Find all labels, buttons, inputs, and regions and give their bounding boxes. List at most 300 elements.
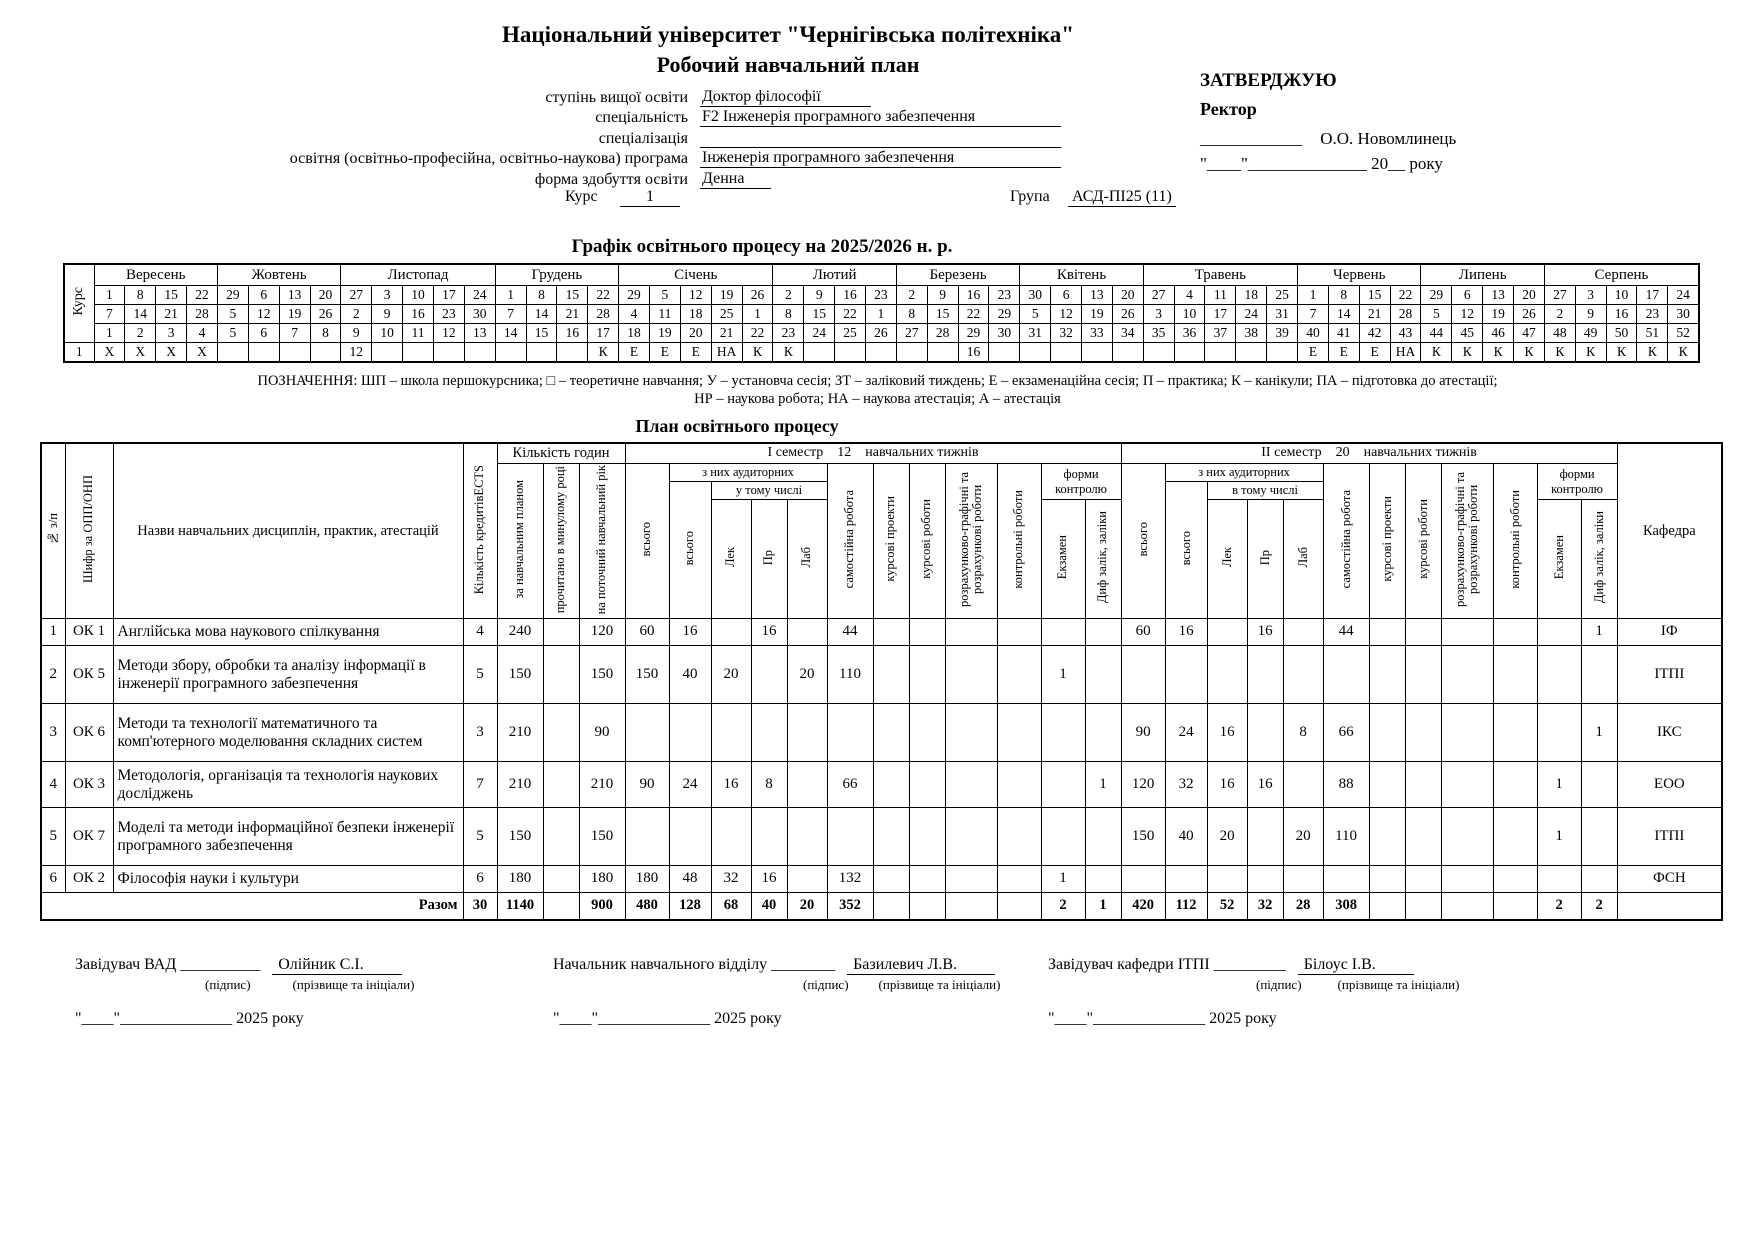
course-week-activity: К bbox=[1514, 343, 1545, 363]
sem1-selfwork-header-label: самостійна робота bbox=[842, 490, 857, 589]
approval-block bbox=[1200, 70, 1700, 174]
sem2-value bbox=[1283, 762, 1323, 808]
sem2-value bbox=[1581, 646, 1617, 704]
week-end-date: 7 bbox=[495, 305, 526, 324]
sem1-value bbox=[669, 704, 711, 762]
course-week-activity bbox=[1051, 343, 1082, 363]
sem2-value: 20 bbox=[1207, 808, 1247, 866]
week-start-date: 19 bbox=[711, 286, 742, 305]
signer-name: Білоус І.В. bbox=[1298, 956, 1414, 975]
sem2-value bbox=[1283, 866, 1323, 893]
signer-name: Олійник С.І. bbox=[272, 956, 401, 975]
approval-date-line: "____"______________ 20__ року bbox=[1200, 154, 1443, 173]
week-start-date: 23 bbox=[989, 286, 1020, 305]
week-number: 25 bbox=[835, 324, 866, 343]
week-number: 18 bbox=[619, 324, 650, 343]
week-number: 9 bbox=[341, 324, 372, 343]
field-label: спеціалізація bbox=[598, 129, 688, 147]
sem2-value bbox=[1369, 866, 1405, 893]
calendar-month: Лютий bbox=[773, 264, 896, 286]
week-end-date: 16 bbox=[403, 305, 434, 324]
course-value: 1 bbox=[620, 188, 680, 207]
course-week-activity: Е bbox=[1359, 343, 1390, 363]
sem2-value: 16 bbox=[1247, 619, 1283, 646]
week-end-date: 23 bbox=[433, 305, 464, 324]
course-week-activity bbox=[217, 343, 248, 363]
week-end-date: 11 bbox=[649, 305, 680, 324]
sem2-value bbox=[1323, 866, 1369, 893]
sem1-value bbox=[1085, 704, 1121, 762]
sem1-selfwork-header bbox=[827, 464, 873, 619]
sem1-value bbox=[945, 808, 997, 866]
total-hours-previous bbox=[543, 893, 579, 920]
sem2-value bbox=[1493, 866, 1537, 893]
week-end-date: 12 bbox=[248, 305, 279, 324]
course-week-activity: К bbox=[1452, 343, 1483, 363]
calendar-month: Серпень bbox=[1544, 264, 1699, 286]
sem1-value bbox=[1041, 808, 1085, 866]
approval-title: ЗАТВЕРДЖУЮ bbox=[1200, 70, 1337, 91]
course-week-activity bbox=[1112, 343, 1143, 363]
week-start-date: 22 bbox=[1390, 286, 1421, 305]
sem2-value bbox=[1207, 646, 1247, 704]
course-week-activity: Е bbox=[649, 343, 680, 363]
field-value: Денна bbox=[700, 170, 771, 189]
sem2-value bbox=[1441, 619, 1493, 646]
col-header-number bbox=[41, 443, 65, 619]
university-name: Національний університет "Чернігівська політехніка" bbox=[501, 22, 1075, 47]
sem1-value bbox=[711, 704, 751, 762]
course-week-activity bbox=[310, 343, 341, 363]
sem1-value bbox=[873, 762, 909, 808]
sem2-control-forms-header: форми контролю bbox=[1537, 464, 1617, 500]
credits-value: 3 bbox=[463, 704, 497, 762]
sem2-value bbox=[1493, 808, 1537, 866]
hours-subheader-1-label: прочитано в минулому році bbox=[553, 465, 568, 613]
sem1-value: 60 bbox=[625, 619, 669, 646]
sem2-control-works-header bbox=[1493, 464, 1537, 619]
signature-caption: (підпис) bbox=[803, 977, 849, 992]
calendar-month: Липень bbox=[1421, 264, 1544, 286]
sem1-total-header bbox=[625, 464, 669, 619]
course-week-activity bbox=[403, 343, 434, 363]
sem2-value bbox=[1441, 808, 1493, 866]
week-start-date: 22 bbox=[588, 286, 619, 305]
course-week-activity bbox=[248, 343, 279, 363]
sem2-value: 150 bbox=[1121, 808, 1165, 866]
week-end-date: 4 bbox=[619, 305, 650, 324]
sem2-practical-header-label: Пр bbox=[1257, 549, 1272, 565]
total-sem2-value bbox=[1493, 893, 1537, 920]
week-end-date: 9 bbox=[1575, 305, 1606, 324]
plan-row bbox=[41, 619, 1722, 646]
sem1-value: 1 bbox=[1041, 866, 1085, 893]
sem1-value: 24 bbox=[669, 762, 711, 808]
week-start-date: 15 bbox=[557, 286, 588, 305]
week-start-date: 22 bbox=[187, 286, 218, 305]
hours-subheader-0-label: за навчальним планом bbox=[512, 479, 527, 599]
hours-previous-year bbox=[543, 762, 579, 808]
document-title: Робочий навчальний план bbox=[656, 52, 920, 77]
sem1-value bbox=[669, 808, 711, 866]
week-end-date: 5 bbox=[217, 305, 248, 324]
credits-value: 5 bbox=[463, 808, 497, 866]
total-sem2-value: 32 bbox=[1247, 893, 1283, 920]
sem1-value bbox=[1085, 646, 1121, 704]
week-number: 40 bbox=[1298, 324, 1329, 343]
header-fields bbox=[0, 86, 1061, 189]
week-start-date: 10 bbox=[1606, 286, 1637, 305]
course-number-cell: 1 bbox=[64, 343, 94, 363]
sem2-value bbox=[1441, 704, 1493, 762]
sem1-value: 16 bbox=[669, 619, 711, 646]
total-hours-current: 900 bbox=[579, 893, 625, 920]
week-start-date: 15 bbox=[1359, 286, 1390, 305]
sem2-value: 16 bbox=[1207, 704, 1247, 762]
row-number: 1 bbox=[41, 619, 65, 646]
week-number: 19 bbox=[649, 324, 680, 343]
hours-current-year: 90 bbox=[579, 704, 625, 762]
week-start-date: 27 bbox=[1143, 286, 1174, 305]
week-end-date: 19 bbox=[1483, 305, 1514, 324]
sem1-value: 48 bbox=[669, 866, 711, 893]
hours-subheader-1 bbox=[543, 464, 579, 619]
field-value bbox=[700, 129, 1061, 148]
calendar-month: Березень bbox=[896, 264, 1019, 286]
week-number: 31 bbox=[1020, 324, 1051, 343]
field-value: F2 Інженерія програмного забезпечення bbox=[700, 108, 1061, 127]
week-end-date: 22 bbox=[835, 305, 866, 324]
week-end-date: 30 bbox=[464, 305, 495, 324]
discipline-code: ОК 1 bbox=[65, 619, 113, 646]
week-start-date: 6 bbox=[1452, 286, 1483, 305]
week-number: 41 bbox=[1328, 324, 1359, 343]
signature-date: "____"______________ 2025 року bbox=[75, 1010, 304, 1027]
sem1-value bbox=[909, 866, 945, 893]
total-sem1-value: 2 bbox=[1041, 893, 1085, 920]
sem1-value bbox=[711, 619, 751, 646]
week-start-date: 15 bbox=[156, 286, 187, 305]
week-number: 29 bbox=[958, 324, 989, 343]
course-week-activity bbox=[804, 343, 835, 363]
calendar-course-axis-label: Курс bbox=[70, 287, 86, 316]
group-label: Група bbox=[1010, 188, 1050, 205]
sem1-value bbox=[1041, 762, 1085, 808]
sem1-practical-header-label: Пр bbox=[761, 549, 776, 565]
week-start-date: 9 bbox=[927, 286, 958, 305]
sem1-including-header: у тому числі bbox=[711, 482, 827, 500]
hours-subheader-0 bbox=[497, 464, 543, 619]
sem1-value bbox=[997, 762, 1041, 808]
plan-row bbox=[41, 762, 1722, 808]
sem2-value bbox=[1405, 619, 1441, 646]
week-number: 20 bbox=[680, 324, 711, 343]
calendar-month: Жовтень bbox=[217, 264, 340, 286]
signature-blank: ________ bbox=[771, 956, 836, 973]
sem1-value: 150 bbox=[625, 646, 669, 704]
sem1-lectures-header bbox=[711, 500, 751, 619]
sem1-value bbox=[945, 704, 997, 762]
week-number: 52 bbox=[1668, 324, 1699, 343]
week-start-date: 17 bbox=[1637, 286, 1668, 305]
sem2-value bbox=[1441, 866, 1493, 893]
total-sem2-value: 52 bbox=[1207, 893, 1247, 920]
field-degree bbox=[0, 86, 1061, 107]
week-number: 33 bbox=[1082, 324, 1113, 343]
week-end-date: 14 bbox=[526, 305, 557, 324]
week-number: 12 bbox=[433, 324, 464, 343]
total-sem1-value bbox=[909, 893, 945, 920]
approver-position: Ректор bbox=[1200, 99, 1257, 119]
sem2-value bbox=[1405, 866, 1441, 893]
sem2-course-works-header bbox=[1405, 464, 1441, 619]
field-specialization bbox=[0, 127, 1061, 148]
week-end-date: 29 bbox=[989, 305, 1020, 324]
sem2-calc-graphic-header-label: розрахунково-графічні та розрахункові роботи bbox=[1452, 471, 1481, 607]
calendar-month: Вересень bbox=[94, 264, 217, 286]
week-start-date: 4 bbox=[1174, 286, 1205, 305]
course-week-activity: К bbox=[1544, 343, 1575, 363]
calendar-month: Листопад bbox=[341, 264, 495, 286]
course-week-activity bbox=[279, 343, 310, 363]
plan-row bbox=[41, 808, 1722, 866]
week-end-date: 8 bbox=[896, 305, 927, 324]
sem2-value bbox=[1369, 762, 1405, 808]
sem2-value: 1 bbox=[1581, 619, 1617, 646]
sem1-value: 1 bbox=[1041, 646, 1085, 704]
sem2-value bbox=[1537, 704, 1581, 762]
sem1-value: 20 bbox=[711, 646, 751, 704]
sem1-value bbox=[1041, 704, 1085, 762]
sem2-value bbox=[1369, 619, 1405, 646]
hours-current-year: 150 bbox=[579, 808, 625, 866]
sem2-lectures-header bbox=[1207, 500, 1247, 619]
total-sem1-value: 480 bbox=[625, 893, 669, 920]
col-header-code bbox=[65, 443, 113, 619]
col-header-credits bbox=[463, 443, 497, 619]
week-end-date: 21 bbox=[1359, 305, 1390, 324]
week-end-date: 21 bbox=[557, 305, 588, 324]
course-week-activity: НА bbox=[711, 343, 742, 363]
week-start-date: 8 bbox=[1328, 286, 1359, 305]
course-week-activity bbox=[989, 343, 1020, 363]
sem2-value bbox=[1283, 646, 1323, 704]
sem2-course-projects-header-label: курсові проекти bbox=[1379, 496, 1394, 583]
week-end-date: 1 bbox=[742, 305, 773, 324]
course-week-activity: К bbox=[1637, 343, 1668, 363]
week-start-date: 29 bbox=[217, 286, 248, 305]
name-caption: (прізвище та ініціали) bbox=[1337, 977, 1460, 992]
calendar-table bbox=[63, 263, 1700, 363]
sem1-value: 1 bbox=[1085, 762, 1121, 808]
signature-blank: __________ bbox=[180, 956, 261, 973]
week-end-date: 26 bbox=[1514, 305, 1545, 324]
sem1-value bbox=[1085, 866, 1121, 893]
week-start-date: 16 bbox=[835, 286, 866, 305]
sem1-lectures-header-label: Лек bbox=[723, 547, 738, 568]
totals-row bbox=[41, 893, 1722, 920]
sem1-value bbox=[945, 762, 997, 808]
course-week-activity bbox=[526, 343, 557, 363]
week-number: 4 bbox=[187, 324, 218, 343]
week-number: 26 bbox=[865, 324, 896, 343]
sem1-value bbox=[873, 866, 909, 893]
week-start-date: 6 bbox=[1051, 286, 1082, 305]
sem1-value bbox=[625, 704, 669, 762]
field-label: освітня (освітньо-професійна, освітньо-наукова) програма bbox=[289, 150, 688, 167]
week-start-date: 1 bbox=[1298, 286, 1329, 305]
week-end-date: 7 bbox=[1298, 305, 1329, 324]
sem1-value: 40 bbox=[669, 646, 711, 704]
week-start-date: 29 bbox=[1421, 286, 1452, 305]
week-number: 45 bbox=[1452, 324, 1483, 343]
week-start-date: 6 bbox=[248, 286, 279, 305]
week-start-date: 20 bbox=[1112, 286, 1143, 305]
hours-by-plan: 240 bbox=[497, 619, 543, 646]
sem1-credit-header bbox=[1085, 500, 1121, 619]
course-week-activity: Х bbox=[187, 343, 218, 363]
sem2-value: 16 bbox=[1207, 762, 1247, 808]
week-start-date: 27 bbox=[1544, 286, 1575, 305]
sem2-value bbox=[1441, 762, 1493, 808]
week-number: 24 bbox=[804, 324, 835, 343]
course-week-activity bbox=[896, 343, 927, 363]
sem2-selfwork-header-label: самостійна робота bbox=[1338, 490, 1353, 589]
sem2-value bbox=[1165, 646, 1207, 704]
sem2-value: 32 bbox=[1165, 762, 1207, 808]
sem1-value bbox=[909, 808, 945, 866]
total-sem2-value bbox=[1405, 893, 1441, 920]
sem2-value: 60 bbox=[1121, 619, 1165, 646]
total-sem1-value: 1 bbox=[1085, 893, 1121, 920]
course-week-activity bbox=[1174, 343, 1205, 363]
sem1-value bbox=[751, 704, 787, 762]
course-week-activity: К bbox=[588, 343, 619, 363]
course-week-activity: К bbox=[1483, 343, 1514, 363]
week-number: 46 bbox=[1483, 324, 1514, 343]
col-header-credits-label: Кількість кредитівECTS bbox=[472, 464, 487, 594]
sem2-value: 90 bbox=[1121, 704, 1165, 762]
week-start-date: 2 bbox=[773, 286, 804, 305]
week-end-date: 10 bbox=[1174, 305, 1205, 324]
signature-blank: _________ bbox=[1213, 956, 1286, 973]
total-hours-plan: 1140 bbox=[497, 893, 543, 920]
week-end-date: 9 bbox=[372, 305, 403, 324]
week-start-date: 13 bbox=[1082, 286, 1113, 305]
sem2-value: 16 bbox=[1247, 762, 1283, 808]
sem1-value bbox=[945, 866, 997, 893]
week-number: 15 bbox=[526, 324, 557, 343]
week-end-date: 25 bbox=[711, 305, 742, 324]
week-start-date: 13 bbox=[1483, 286, 1514, 305]
week-end-date: 12 bbox=[1051, 305, 1082, 324]
week-start-date: 20 bbox=[1514, 286, 1545, 305]
sem2-value bbox=[1405, 704, 1441, 762]
week-end-date: 5 bbox=[1421, 305, 1452, 324]
total-sem1-value: 352 bbox=[827, 893, 873, 920]
field-form bbox=[0, 168, 1061, 189]
week-number: 7 bbox=[279, 324, 310, 343]
hours-by-plan: 150 bbox=[497, 646, 543, 704]
total-sem2-value: 2 bbox=[1537, 893, 1581, 920]
course-week-activity: К bbox=[742, 343, 773, 363]
sem2-aud-total-header bbox=[1165, 482, 1207, 619]
sem2-value bbox=[1283, 619, 1323, 646]
calendar-course-axis bbox=[64, 264, 94, 343]
sem2-value bbox=[1247, 704, 1283, 762]
sem1-value bbox=[909, 646, 945, 704]
week-end-date: 12 bbox=[1452, 305, 1483, 324]
sem1-aud-group-header: з них аудиторних bbox=[669, 464, 827, 482]
signature-caption: (підпис) bbox=[205, 977, 251, 992]
sem2-value bbox=[1247, 808, 1283, 866]
total-sem1-value: 40 bbox=[751, 893, 787, 920]
week-start-date: 10 bbox=[403, 286, 434, 305]
sem1-value: 66 bbox=[827, 762, 873, 808]
week-number: 39 bbox=[1267, 324, 1298, 343]
total-sem2-value bbox=[1441, 893, 1493, 920]
department: ЕОО bbox=[1617, 762, 1722, 808]
signature-blank: ____________ bbox=[1200, 129, 1302, 148]
week-end-date: 19 bbox=[279, 305, 310, 324]
sem2-value: 1 bbox=[1537, 808, 1581, 866]
week-start-date: 3 bbox=[372, 286, 403, 305]
week-start-date: 23 bbox=[865, 286, 896, 305]
week-end-date: 3 bbox=[1143, 305, 1174, 324]
week-number: 21 bbox=[711, 324, 742, 343]
week-end-date: 1 bbox=[865, 305, 896, 324]
course-week-activity: К bbox=[773, 343, 804, 363]
calendar-month: Червень bbox=[1298, 264, 1421, 286]
discipline-code: ОК 7 bbox=[65, 808, 113, 866]
week-start-date: 18 bbox=[1236, 286, 1267, 305]
sem1-control-works-header bbox=[997, 464, 1041, 619]
sem2-value bbox=[1581, 808, 1617, 866]
week-end-date: 21 bbox=[156, 305, 187, 324]
week-number: 48 bbox=[1544, 324, 1575, 343]
sem2-value: 24 bbox=[1165, 704, 1207, 762]
course-week-activity: Х bbox=[156, 343, 187, 363]
sem1-value bbox=[873, 646, 909, 704]
sem2-value bbox=[1441, 646, 1493, 704]
sem2-including-header: в тому числі bbox=[1207, 482, 1323, 500]
schedule-title: Графік освітнього процесу на 2025/2026 н. р. bbox=[571, 236, 953, 257]
total-sem2-value: 2 bbox=[1581, 893, 1617, 920]
week-end-date: 24 bbox=[1236, 305, 1267, 324]
course-week-activity: 12 bbox=[341, 343, 372, 363]
course-week-activity bbox=[1267, 343, 1298, 363]
legend-line-2: НР – наукова робота; НА – наукова атестація; А – атестація bbox=[694, 391, 1061, 408]
week-end-date: 5 bbox=[1020, 305, 1051, 324]
calendar-month: Квітень bbox=[1020, 264, 1143, 286]
hours-by-plan: 210 bbox=[497, 704, 543, 762]
calendar-month: Грудень bbox=[495, 264, 618, 286]
sem1-calc-graphic-header-label: розрахунково-графічні та розрахункові роботи bbox=[956, 471, 985, 607]
week-number: 8 bbox=[310, 324, 341, 343]
sem2-value: 8 bbox=[1283, 704, 1323, 762]
week-start-date: 13 bbox=[279, 286, 310, 305]
week-start-date: 2 bbox=[896, 286, 927, 305]
week-number: 30 bbox=[989, 324, 1020, 343]
week-number: 5 bbox=[217, 324, 248, 343]
week-number: 42 bbox=[1359, 324, 1390, 343]
sem1-value bbox=[1041, 619, 1085, 646]
totals-label: Разом bbox=[41, 893, 463, 920]
sem2-lab-header-label: Лаб bbox=[1295, 547, 1310, 568]
signature-date: "____"______________ 2025 року bbox=[1048, 1010, 1277, 1027]
hours-previous-year bbox=[543, 866, 579, 893]
sem1-lab-header-label: Лаб bbox=[799, 547, 814, 568]
